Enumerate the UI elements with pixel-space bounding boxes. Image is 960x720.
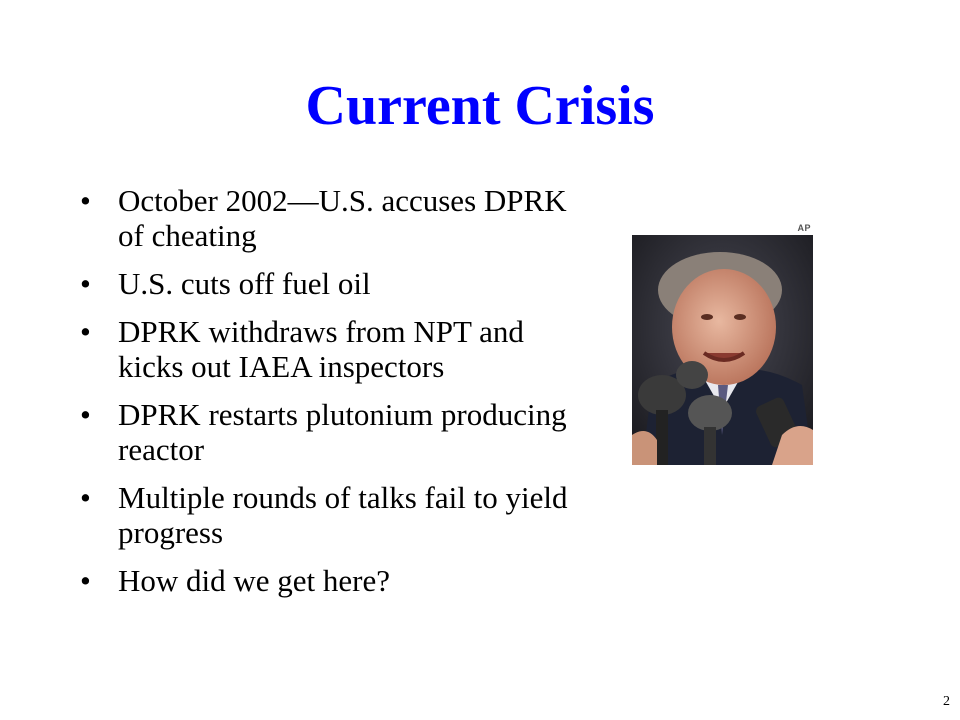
press-photo-icon [632,235,813,465]
press-photo-image [632,235,813,465]
slide-title: Current Crisis [305,75,655,137]
bullet-item [78,397,568,467]
bullet-dot-icon: • [80,480,91,515]
bullet-item [78,314,568,384]
bullet-item [78,266,568,301]
bullet-dot-icon: • [80,397,91,432]
bullet-item [78,183,568,253]
bullet-dot-icon: • [80,183,91,218]
bullet-dot-icon: • [80,266,91,301]
bullet-text: October 2002—U.S. accuses DPRK of cheating [118,183,567,253]
bullet-text: DPRK restarts plutonium producing reactor [118,397,567,467]
bullet-text: Multiple rounds of talks fail to yield progress [118,480,568,550]
bullet-list [78,183,568,611]
bullet-dot-icon: • [80,563,91,598]
bullet-item [78,563,568,598]
bullet-text: How did we get here? [118,563,391,598]
bullet-dot-icon: • [80,314,91,349]
bullet-text: DPRK withdraws from NPT and kicks out IAEA inspectors [118,314,524,384]
bullet-text: U.S. cuts off fuel oil [118,266,371,301]
photo-credit: AP [797,223,811,233]
press-photo [627,223,815,466]
bullet-item [78,480,568,550]
page-number: 2 [943,694,950,709]
